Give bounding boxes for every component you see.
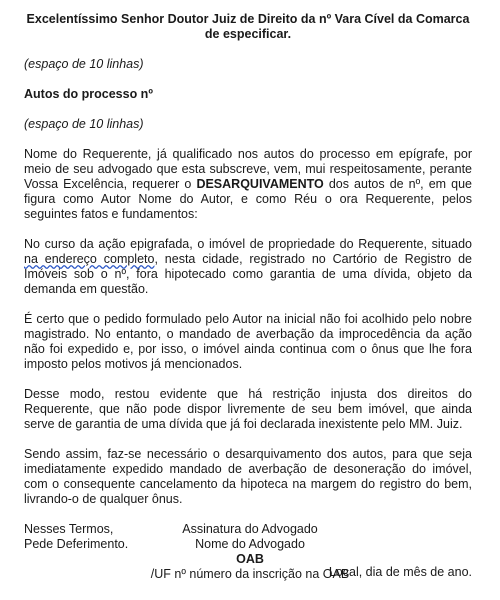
spacing-note-1: (espaço de 10 linhas) xyxy=(24,57,144,71)
paragraph-request-text-2: dos autos de nº, em que figura como Autor Nome do Autor, e como Réu o ora Requerente, pelos seguintes fatos e fundamentos: xyxy=(24,177,472,221)
closing-line-1: Nesses Termos, xyxy=(24,522,114,536)
document-header xyxy=(24,12,472,42)
address-placeholder: na endereço completo xyxy=(24,252,155,266)
closing-line-2: Pede Deferimento. xyxy=(24,537,129,551)
header-line-2: de especificar. xyxy=(204,27,292,41)
date-line: Local, dia de mês de ano. xyxy=(328,565,472,579)
oab-prefix: OAB xyxy=(236,552,264,566)
paragraph-conclusion: Sendo assim, faz-se necessário o desarquivamento dos autos, para que seja imediatamente expedido mandado de averbação de desoneração do imóvel, com o consequente cancelamento da hipoteca na margem do registro do bem, livrando-o de qualquer ônus. xyxy=(24,447,472,506)
signature-line-1: Assinatura do Advogado xyxy=(182,522,318,536)
process-title: Autos do processo nº xyxy=(24,87,153,101)
signature-block xyxy=(0,522,500,582)
signature-oab-line xyxy=(0,552,500,582)
paragraph-facts-text-2: , nesta cidade, registrado no Cartório de Registro de Imóveis sob o nº, fora hipotecado como garantia de uma dívida, objeto da demanda em questão. xyxy=(24,252,472,296)
desarquivamento-bold: DESARQUIVAMENTO xyxy=(196,177,324,191)
paragraph-request xyxy=(24,147,472,222)
header-line-1: Excelentíssimo Senhor Doutor Juiz de Direito da nº Vara Cível da Comarca xyxy=(26,12,470,26)
paragraph-facts xyxy=(24,237,472,297)
spacing-note-2: (espaço de 10 linhas) xyxy=(24,117,144,131)
paragraph-restriction: Desse modo, restou evidente que há restrição injusta dos direitos do Requerente, que não pode dispor livremente de seu bem imóvel, que ainda serve de garantia de uma dívida que já foi declarada inexistente pelo MM. Juiz. xyxy=(24,387,472,431)
oab-rest: /UF nº número da inscrição na OAB xyxy=(150,567,350,581)
paragraph-judgment: É certo que o pedido formulado pelo Autor na inicial não foi acolhido pelo nobre magistrado. No entanto, o mandado de averbação da improcedência da ação não foi expedido e, por isso, o imóvel ainda continua com o ônus que lhe fora imposto pelos motivos já mencionados. xyxy=(24,312,472,371)
paragraph-facts-text-1: No curso da ação epigrafada, o imóvel de propriedade do Requerente, situado xyxy=(24,237,472,251)
signature-line-2: Nome do Advogado xyxy=(195,537,305,551)
paragraph-request-text-1: Nome do Requerente, já qualificado nos autos do processo em epígrafe, por meio de seu advogado que esta subscreve, vem, mui respeitosamente, perante Vossa Excelência, requerer o xyxy=(24,147,472,191)
